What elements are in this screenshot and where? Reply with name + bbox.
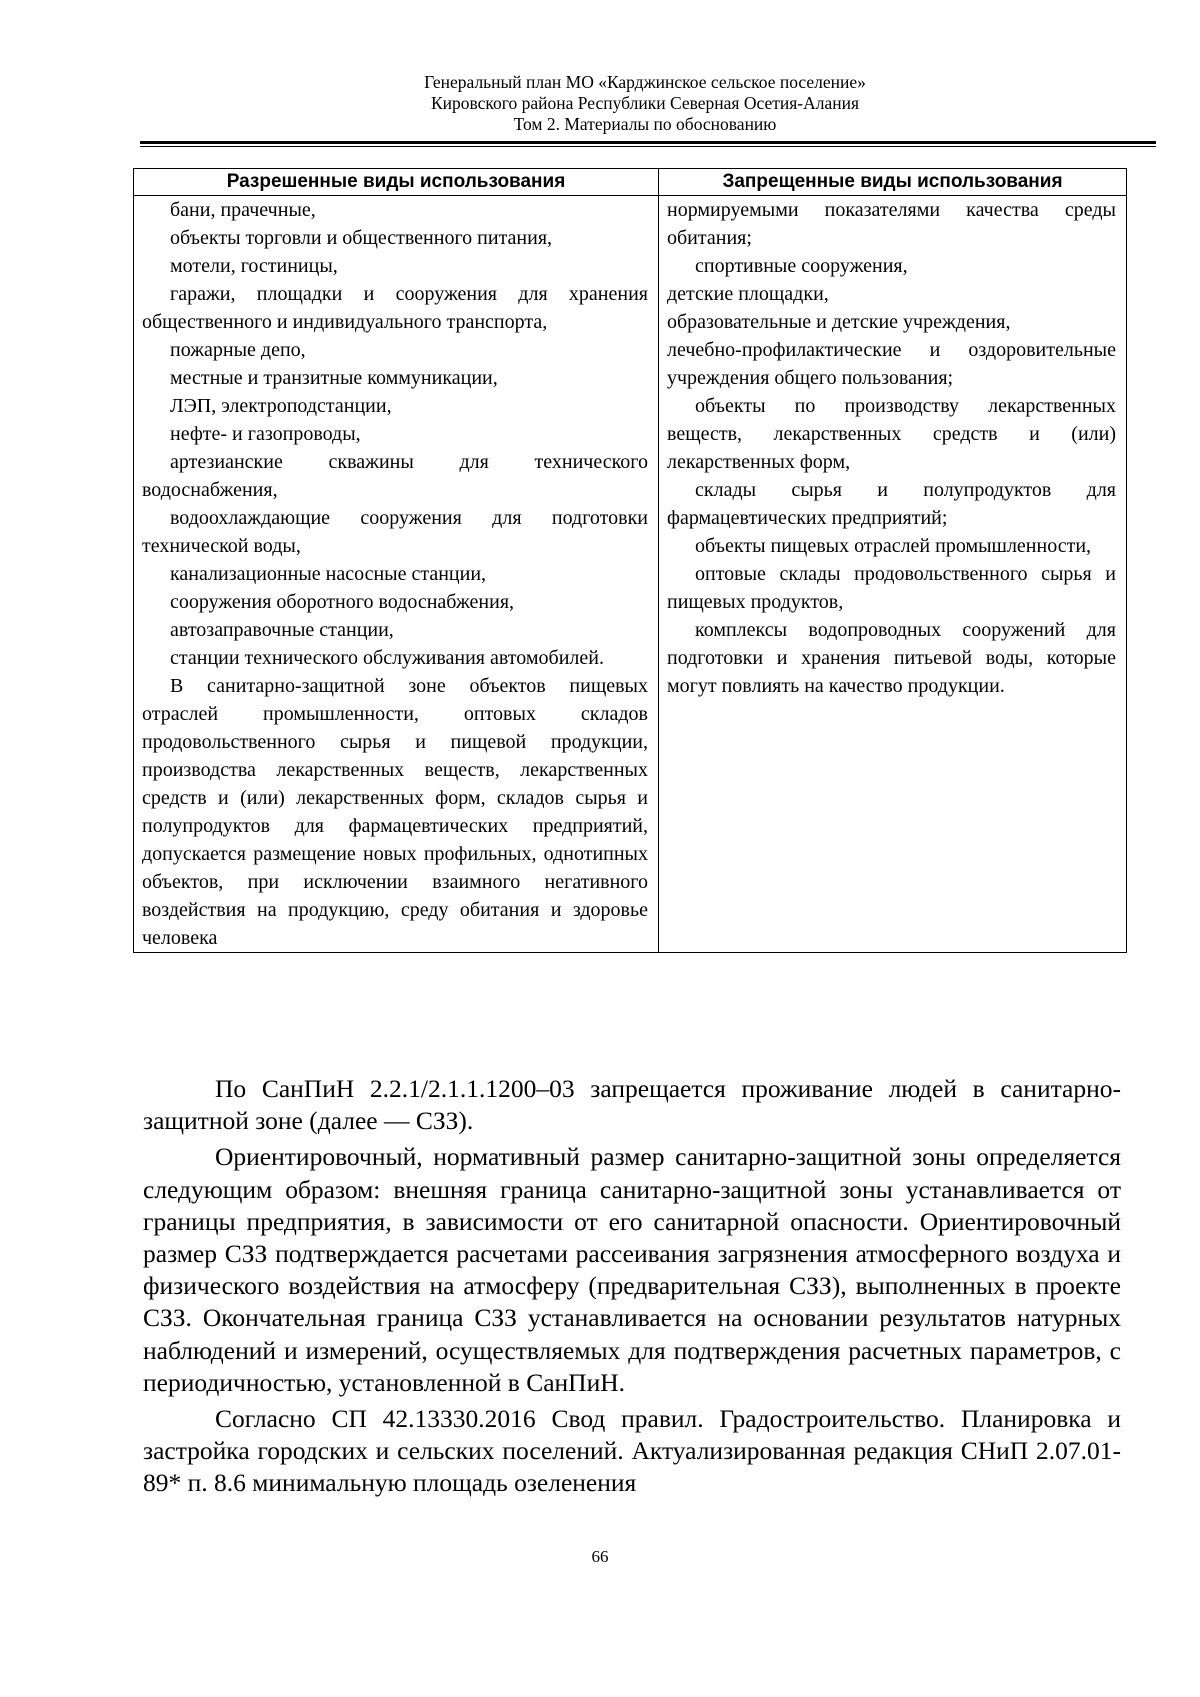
paragraph: Ориентировочный, нормативный размер санитарно-защитной зоны определяется следующим образом: внешняя граница санитарно-защитной зоны устанавливается от границы предприятия, в зависимости от его санитарной опасности. Ориентировочный размер СЗЗ подтверждается расчетами рассеивания загрязнения атмосферного воздуха и физического воздействия на атмосферу (предварительная СЗЗ), выполненных в проекте СЗЗ. Окончательная граница СЗЗ устанавливается на основании результатов натурных наблюдений и измерений, осуществляемых для подтверждения расчетных параметров, с периодичностью, установленной в СанПиН. — [143, 1142, 1121, 1397]
list-item: местные и транзитные коммуникации, — [170, 367, 498, 389]
header-volume-line: Том 2. Материалы по обоснованию — [513, 114, 777, 134]
list-item: объекты пищевых отраслей промышленности, — [695, 535, 1092, 557]
list-item: станции технического обслуживания автомобилей. — [170, 647, 604, 669]
list-item: склады сырья и полупродуктов для фармацевтических предприятий; — [667, 479, 1116, 529]
list-item: В санитарно-защитной зоне объектов пищевых отраслей промышленности, оптовых складов продовольственного сырья и пищевой продукции, производства лекарственных веществ, лекарственных средств и (или) лекарственных форм, складов сырья и полупродуктов для фармацевтических предприятий, допускается размещение новых профильных, однотипных объектов, при исключении взаимного негативного воздействия на продукцию, среду обитания и здоровье человека — [142, 675, 648, 949]
list-item: нефте- и газопроводы, — [170, 423, 361, 445]
list-item: канализационные насосные станции, — [170, 563, 487, 585]
list-item: пожарные депо, — [170, 339, 306, 361]
table-header-row — [134, 169, 1127, 196]
list-item: объекты торговли и общественного питания, — [170, 227, 553, 249]
list-item: лечебно-профилактические и оздоровительные учреждения общего пользования; — [667, 339, 1116, 389]
paragraph: По СанПиН 2.2.1/2.1.1.1200–03 запрещается проживание людей в санитарно-защитной зоне (далее — СЗЗ). — [143, 1074, 1121, 1136]
document-header — [145, 72, 1145, 135]
header-divider-thin — [140, 146, 1156, 147]
header-divider-thick — [140, 141, 1156, 144]
list-item: образовательные и детские учреждения, — [667, 311, 1011, 333]
list-item: комплексы водопроводных сооружений для подготовки и хранения питьевой воды, которые могут повлиять на качество продукции. — [667, 619, 1116, 697]
list-item: ЛЭП, электроподстанции, — [170, 395, 392, 417]
page-number: 66 — [591, 1547, 609, 1566]
prohibited-uses-header: Запрещенные виды использования — [659, 169, 1127, 196]
body-text — [143, 1073, 1121, 1504]
list-item: водоохлаждающие сооружения для подготовки технической воды, — [142, 507, 648, 557]
paragraph: Согласно СП 42.13330.2016 Свод правил. Градостроительство. Планировка и застройка городских и сельских поселений. Актуализированная редакция СНиП 2.07.01-89* п. 8.6 минимальную площадь озеленения — [143, 1404, 1121, 1498]
header-title-line: Генеральный план МО «Карджинское сельское поселение» — [424, 72, 866, 92]
list-item: автозаправочные станции, — [170, 619, 394, 641]
prohibited-uses-cell — [659, 196, 1127, 953]
list-item: детские площадки, — [667, 283, 829, 305]
list-item: оптовые склады продовольственного сырья и пищевых продуктов, — [667, 563, 1116, 613]
header-region-line: Кировского района Республики Северная Осетия-Алания — [430, 93, 860, 113]
allowed-uses-cell — [134, 196, 659, 953]
land-use-table — [133, 168, 1127, 953]
table-row — [134, 196, 1127, 953]
list-item: спортивные сооружения, — [695, 255, 908, 277]
list-item: артезианские скважины для технического водоснабжения, — [142, 451, 648, 501]
list-item: гаражи, площадки и сооружения для хранения общественного и индивидуального транспорта, — [142, 283, 648, 333]
list-item: нормируемыми показателями качества среды обитания; — [667, 199, 1116, 249]
list-item: мотели, гостиницы, — [170, 255, 338, 277]
list-item: объекты по производству лекарственных веществ, лекарственных средств и (или) лекарственных форм, — [667, 395, 1116, 473]
allowed-uses-header: Разрешенные виды использования — [134, 169, 659, 196]
list-item: сооружения оборотного водоснабжения, — [170, 591, 515, 613]
list-item: бани, прачечные, — [170, 199, 316, 221]
